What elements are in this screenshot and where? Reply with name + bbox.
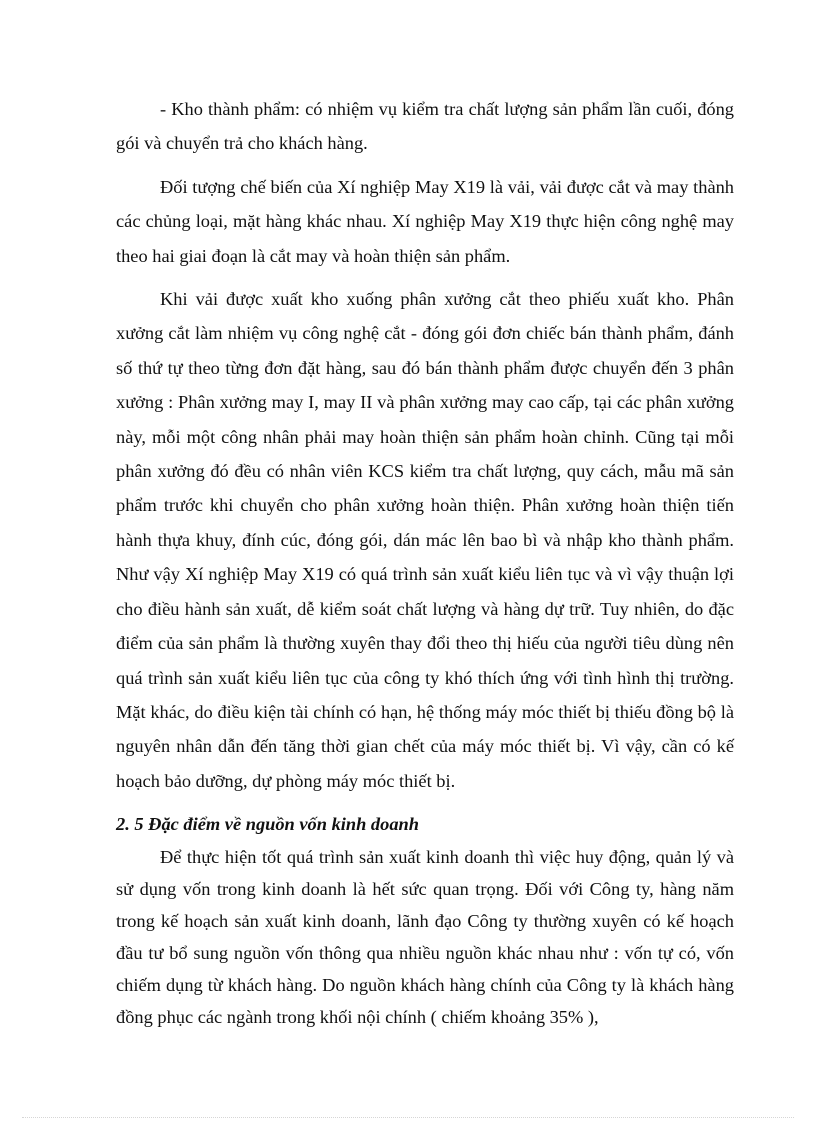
section-heading: 2. 5 Đặc điểm về nguồn vốn kinh doanh: [116, 814, 419, 835]
document-body: [116, 92, 734, 1033]
paragraph-warehouse: - Kho thành phẩm: có nhiệm vụ kiểm tra chất lượng sản phẩm lần cuối, đóng gói và chuyển trả cho khách hàng.: [116, 99, 734, 154]
paragraph-production-process: Khi vải được xuất kho xuống phân xưởng cắt theo phiếu xuất kho. Phân xưởng cắt làm nhiệm vụ công nghệ cắt - đóng gói đơn chiếc bán thành phẩm, đánh số thứ tự theo từng đơn đặt hàng, sau đó bán thành phẩm được chuyển đến 3 phân xưởng : Phân xưởng may I, may II và phân xưởng may cao cấp, tại các phân xưởng này, mỗi một công nhân phải may hoàn thiện sản phẩm hoàn chỉnh. Cũng tại mỗi phân xưởng đó đều có nhân viên KCS kiểm tra chất lượng, quy cách, mẫu mã sản phẩm trước khi chuyển cho phân xưởng hoàn thiện. Phân xưởng hoàn thiện tiến hành thựa khuy, đính cúc, đóng gói, dán mác lên bao bì và nhập kho thành phẩm. Như vậy Xí nghiệp May X19 có quá trình sản xuất kiểu liên tục và vì vậy thuận lợi cho điều hành sản xuất, dễ kiểm soát chất lượng và hàng dự trữ. Tuy nhiên, do đặc điểm của sản phẩm là thường xuyên thay đổi theo thị hiếu của người tiêu dùng nên quá trình sản xuất kiểu liên tục của công ty khó thích ứng với tình hình thị trường. Mặt khác, do điều kiện tài chính có hạn, hệ thống máy móc thiết bị thiếu đồng bộ là nguyên nhân dẫn đến tăng thời gian chết của máy móc thiết bị. Vì vậy, cần có kế hoạch bảo dưỡng, dự phòng máy móc thiết bị.: [116, 289, 734, 791]
page-bottom-divider: [22, 1117, 794, 1118]
paragraph-capital: Để thực hiện tốt quá trình sản xuất kinh doanh thì việc huy động, quản lý và sử dụng vốn trong kinh doanh là hết sức quan trọng. Đối với Công ty, hàng năm trong kế hoạch sản xuất kinh doanh, lãnh đạo Công ty thường xuyên có kế hoạch đầu tư bổ sung nguồn vốn thông qua nhiều nguồn khác nhau như : vốn tự có, vốn chiếm dụng từ khách hàng. Do nguồn khách hàng chính của Công ty là khách hàng đồng phục các ngành trong khối nội chính ( chiếm khoảng 35% ),: [116, 847, 734, 1028]
paragraph-processing-object: Đối tượng chế biến của Xí nghiệp May X19 là vải, vải được cắt và may thành các chủng loại, mặt hàng khác nhau. Xí nghiệp May X19 thực hiện công nghệ may theo hai giai đoạn là cắt may và hoàn thiện sản phẩm.: [116, 176, 734, 266]
